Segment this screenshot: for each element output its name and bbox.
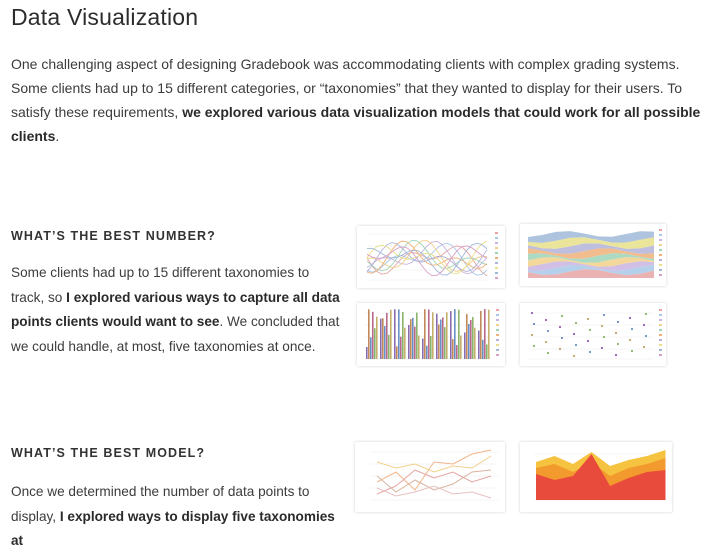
bar	[428, 310, 430, 359]
page-title: Data Visualization	[11, 4, 199, 30]
dot-chart	[520, 303, 666, 366]
dot	[601, 347, 603, 349]
legend-swatch	[495, 267, 498, 269]
bar	[458, 310, 460, 359]
bar	[418, 335, 420, 359]
dot	[547, 330, 549, 332]
bar	[396, 346, 398, 359]
section1-bold-text: I explored various ways to capture all data points clients would want to see	[11, 289, 340, 329]
bar	[402, 312, 404, 359]
bar	[444, 327, 446, 359]
bar	[394, 309, 396, 359]
legend-swatch	[659, 354, 662, 356]
section-heading-best-number: WHAT’S THE BEST NUMBER?	[11, 229, 216, 243]
dot	[561, 315, 563, 317]
intro-paragraph	[11, 52, 701, 148]
legend-swatch	[496, 314, 499, 316]
dot	[603, 314, 605, 316]
dot	[587, 340, 589, 342]
legend-swatch	[659, 229, 662, 231]
bar	[388, 335, 390, 359]
bar	[386, 313, 388, 359]
dot	[617, 343, 619, 345]
dot	[629, 317, 631, 319]
bar	[370, 337, 372, 359]
bar	[390, 310, 392, 359]
bar	[452, 339, 454, 359]
legend-swatch	[659, 259, 662, 261]
legend-swatch	[496, 309, 499, 311]
legend-swatch	[659, 269, 662, 271]
stacked-area-chart-thumbnail	[520, 224, 666, 286]
legend-swatch	[659, 239, 662, 241]
bar	[430, 336, 432, 359]
dot	[629, 339, 631, 341]
dot	[589, 351, 591, 353]
dot	[545, 341, 547, 343]
intro-bold-text: we explored various data visualization models that could work for all possible clients	[11, 104, 701, 144]
bar	[488, 310, 490, 359]
legend-swatch	[659, 344, 662, 346]
dot	[573, 333, 575, 335]
legend-swatch	[659, 334, 662, 336]
dot	[645, 335, 647, 337]
dot	[573, 355, 575, 357]
legend-swatch	[495, 242, 498, 244]
bar	[436, 314, 438, 359]
section1-text: Some clients had up to 15 different taxonomies to track, so	[11, 265, 310, 305]
bar	[466, 314, 468, 359]
bar	[484, 309, 486, 359]
section-paragraph-best-model	[11, 480, 343, 554]
dot	[531, 334, 533, 336]
bar	[486, 344, 488, 359]
bar	[408, 325, 410, 359]
bar	[376, 317, 378, 359]
bar	[424, 309, 426, 359]
legend-swatch	[495, 262, 498, 264]
series-line	[377, 450, 491, 490]
bar	[382, 318, 384, 359]
section2-text: Once we determined the number of data points to display,	[11, 484, 310, 524]
five-line-chart-thumbnail	[355, 442, 505, 512]
bar	[456, 345, 458, 359]
dot	[601, 325, 603, 327]
legend-swatch	[659, 309, 662, 311]
bar	[422, 339, 424, 359]
dot	[603, 336, 605, 338]
bar	[416, 313, 418, 359]
multi-line-chart	[357, 226, 505, 288]
multi-line-chart-thumbnail	[357, 226, 505, 288]
legend-swatch	[495, 247, 498, 249]
stacked-area-chart	[520, 224, 666, 286]
bar	[470, 320, 472, 359]
legend-swatch	[495, 237, 498, 239]
bar	[482, 340, 484, 359]
dot	[559, 348, 561, 350]
section1-text-end: . We concluded that we could handle, at most, five taxonomies at once.	[11, 314, 340, 354]
dot	[545, 319, 547, 321]
dot	[575, 344, 577, 346]
bar	[454, 309, 456, 359]
dot	[561, 337, 563, 339]
dot	[531, 312, 533, 314]
layered-area-chart	[520, 442, 672, 512]
bar	[380, 319, 382, 359]
bar	[404, 328, 406, 359]
grouped-bar-chart-thumbnail	[357, 303, 505, 366]
legend-swatch	[496, 339, 499, 341]
bar	[450, 311, 452, 359]
legend-swatch	[495, 277, 498, 279]
legend-swatch	[659, 234, 662, 236]
intro-text: One challenging aspect of designing Gradebook was accommodating clients with complex grading systems. Some clients had up to 15 different categories, or “taxonomies” that they wanted to display for their users. To satisfy these requirements,	[11, 56, 683, 120]
bar	[410, 319, 412, 359]
legend-swatch	[495, 232, 498, 234]
legend-swatch	[659, 329, 662, 331]
legend-swatch	[659, 249, 662, 251]
bar	[400, 337, 402, 359]
bar	[464, 332, 466, 359]
dot	[643, 346, 645, 348]
legend-swatch	[495, 272, 498, 274]
dot-chart-thumbnail	[520, 303, 666, 366]
bar	[414, 327, 416, 359]
dot	[617, 321, 619, 323]
dot	[575, 322, 577, 324]
dot	[645, 313, 647, 315]
legend-swatch	[659, 274, 662, 276]
dot	[631, 350, 633, 352]
legend-swatch	[496, 319, 499, 321]
bar	[374, 328, 376, 359]
legend-swatch	[496, 344, 499, 346]
legend-swatch	[496, 349, 499, 351]
bar	[478, 330, 480, 359]
legend-swatch	[659, 264, 662, 266]
five-line-chart	[355, 442, 505, 512]
bar	[432, 312, 434, 359]
dot	[643, 324, 645, 326]
legend-swatch	[659, 339, 662, 341]
bar	[440, 320, 442, 359]
legend-swatch	[496, 324, 499, 326]
bar	[412, 318, 414, 359]
dot	[533, 345, 535, 347]
bar	[366, 347, 368, 359]
dot	[587, 318, 589, 320]
legend-swatch	[496, 329, 499, 331]
bar	[468, 324, 470, 359]
legend-swatch	[659, 319, 662, 321]
dot	[547, 352, 549, 354]
dot	[559, 326, 561, 328]
legend-swatch	[495, 257, 498, 259]
dot	[615, 354, 617, 356]
legend-swatch	[659, 254, 662, 256]
bar	[442, 317, 444, 359]
legend-swatch	[659, 244, 662, 246]
section-heading-best-model: WHAT’S THE BEST MODEL?	[11, 446, 206, 460]
legend-swatch	[659, 324, 662, 326]
bar	[474, 328, 476, 359]
layered-area-chart-thumbnail	[520, 442, 672, 512]
grouped-bar-chart	[357, 303, 505, 366]
legend-swatch	[659, 314, 662, 316]
intro-text-end: .	[55, 128, 60, 144]
dot	[589, 329, 591, 331]
bar	[368, 309, 370, 359]
bar	[438, 325, 440, 359]
bar	[472, 317, 474, 359]
bar	[446, 312, 448, 359]
legend-swatch	[495, 252, 498, 254]
section2-bold-text: I explored ways to display five taxonomies at	[11, 508, 335, 548]
bar	[384, 326, 386, 359]
bar	[426, 346, 428, 359]
legend-swatch	[496, 334, 499, 336]
legend-swatch	[659, 349, 662, 351]
legend-swatch	[496, 354, 499, 356]
bar	[398, 309, 400, 359]
bar	[460, 335, 462, 359]
dot	[533, 323, 535, 325]
bar	[372, 312, 374, 359]
section-paragraph-best-number	[11, 261, 343, 359]
dot	[615, 332, 617, 334]
dot	[631, 328, 633, 330]
bar	[480, 311, 482, 359]
